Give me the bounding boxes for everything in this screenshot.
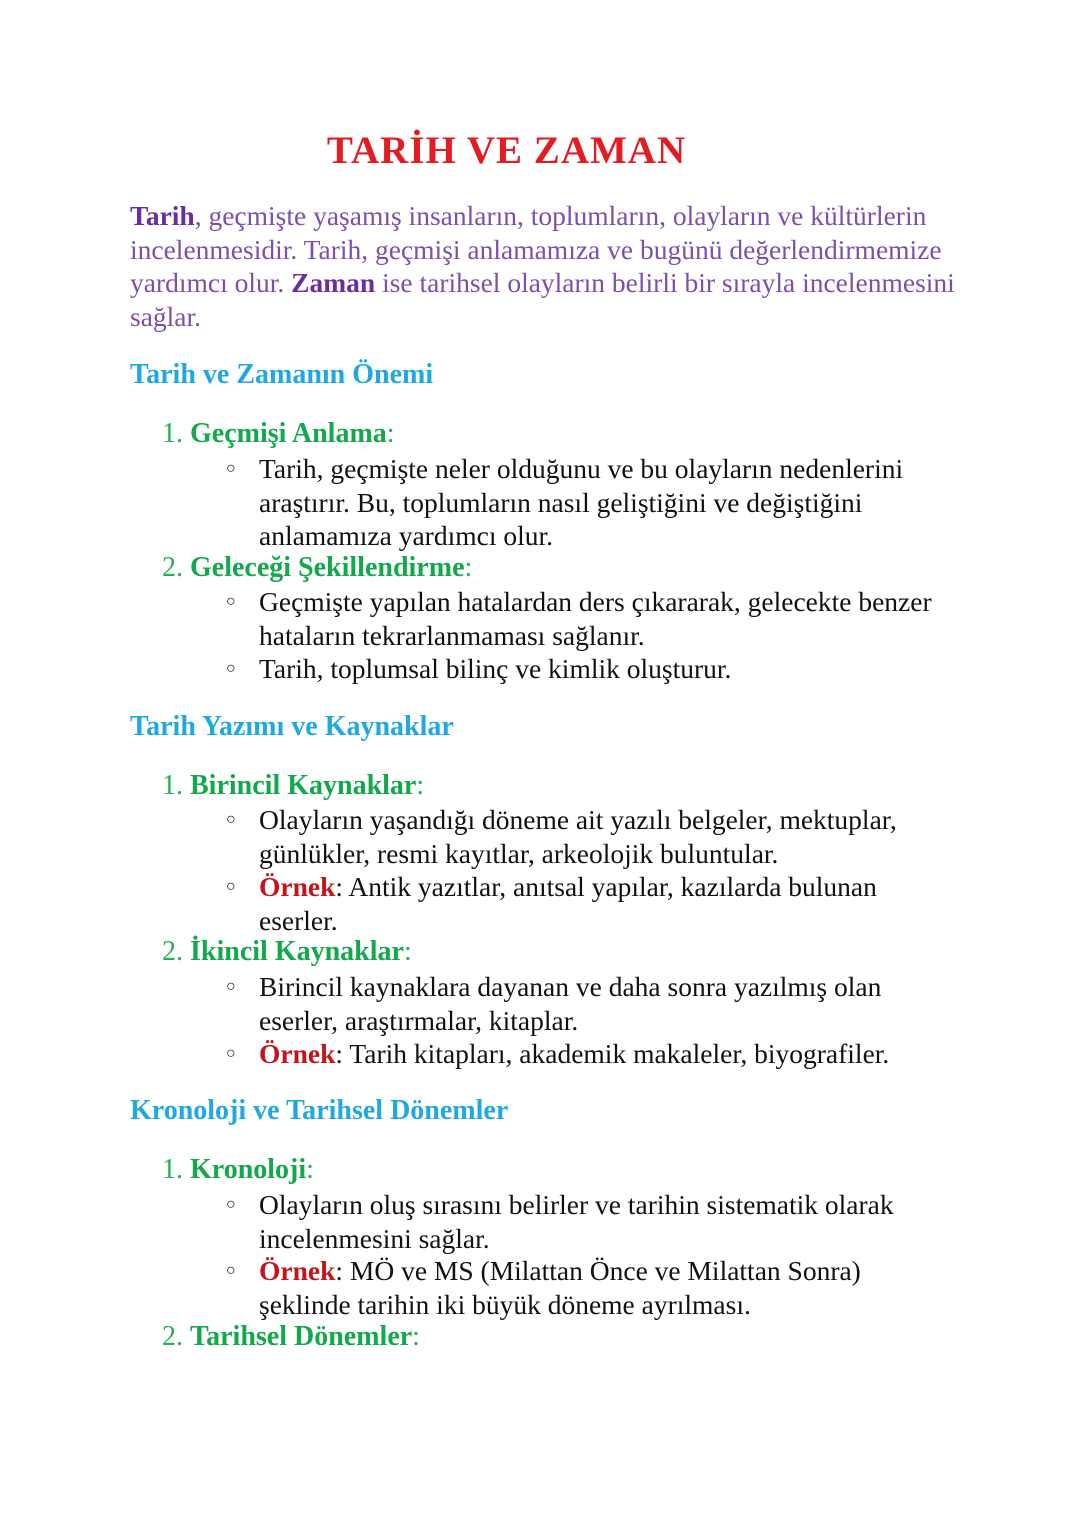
bullet-text: : Tarih kitapları, akademik makaleler, biyografiler. <box>335 1038 890 1069</box>
bullet-item <box>226 652 959 686</box>
bullet-circle-icon: ○ <box>226 660 236 677</box>
list-label: Geleceği Şekillendirme <box>190 552 465 583</box>
bullet-circle-icon: ○ <box>226 1196 236 1213</box>
list-number: 1. <box>162 1154 183 1185</box>
example-label: Örnek <box>259 871 336 902</box>
list-number: 2. <box>162 552 183 583</box>
list-label: Tarihsel Dönemler <box>190 1321 413 1352</box>
bullet-circle-icon: ○ <box>226 1045 236 1062</box>
example-label: Örnek <box>259 1255 336 1286</box>
list-item-kronoloji: 1. Kronoloji: <box>162 1154 314 1185</box>
bullet-item <box>226 1254 959 1321</box>
bullet-text: Tarih, geçmişte neler olduğunu ve bu olayların nedenlerini araştırır. Bu, toplumların nasıl geliştiğini ve değiştiğini anlamamıza yardımcı olur. <box>259 453 904 551</box>
bullet-item <box>226 1037 959 1071</box>
bullet-item <box>226 970 959 1037</box>
list-item-ikincil-kaynaklar: 2. İkincil Kaynaklar: <box>162 936 412 967</box>
list-label: Kronoloji <box>190 1154 307 1185</box>
bullet-item <box>226 452 959 553</box>
bullet-item <box>226 870 959 937</box>
bullet-circle-icon: ○ <box>226 460 236 477</box>
bullet-text: Olayların yaşandığı döneme ait yazılı belgeler, mektuplar, günlükler, resmi kayıtlar, arkeolojik buluntular. <box>259 804 897 869</box>
list-item-gelecegi-sekillendirme: 2. Geleceği Şekillendirme: <box>162 552 473 583</box>
bullet-item <box>226 585 959 652</box>
bullet-circle-icon: ○ <box>226 593 236 610</box>
list-item-gecmisi-anlama: 1. Geçmişi Anlama: <box>162 418 395 449</box>
list-number: 2. <box>162 1321 183 1352</box>
list-number: 1. <box>162 418 183 449</box>
list-label: Birincil Kaynaklar <box>190 770 417 801</box>
intro-term-zaman: Zaman <box>291 267 376 298</box>
list-number: 2. <box>162 936 183 967</box>
page-title: TARİH VE ZAMAN <box>326 129 687 172</box>
bullet-text: Tarih, toplumsal bilinç ve kimlik oluşturur. <box>259 653 732 684</box>
list-number: 1. <box>162 770 183 801</box>
bullet-circle-icon: ○ <box>226 878 236 895</box>
list-label: Geçmişi Anlama <box>190 418 387 449</box>
intro-paragraph <box>130 199 960 333</box>
bullet-text: : MÖ ve MS (Milattan Önce ve Milattan Sonra) şeklinde tarihin iki büyük döneme ayrılması. <box>259 1255 861 1320</box>
list-item-tarihsel-donemler: 2. Tarihsel Dönemler: <box>162 1321 420 1352</box>
bullet-circle-icon: ○ <box>226 978 236 995</box>
bullet-circle-icon: ○ <box>226 1262 236 1279</box>
list-item-birincil-kaynaklar: 1. Birincil Kaynaklar: <box>162 770 425 801</box>
intro-term-tarih: Tarih <box>130 200 195 231</box>
bullet-text: : Antik yazıtlar, anıtsal yapılar, kazılarda bulunan eserler. <box>259 871 877 936</box>
bullet-text: Olayların oluş sırasını belirler ve tarihin sistematik olarak incelenmesini sağlar. <box>259 1189 894 1254</box>
section-heading-tarih-ve-zamanin-onemi: Tarih ve Zamanın Önemi <box>130 359 434 390</box>
bullet-item <box>226 1188 959 1255</box>
bullet-item <box>226 803 959 870</box>
section-heading-tarih-yazimi-ve-kaynaklar: Tarih Yazımı ve Kaynaklar <box>130 711 454 742</box>
bullet-text: Geçmişte yapılan hatalardan ders çıkararak, gelecekte benzer hataların tekrarlanmaması sağlanır. <box>259 586 932 651</box>
intro-text-1: , geçmişte yaşamış insanların, toplumların, olayların ve kültürlerin incelenmesidir. Tarih, geçmişi anlamamıza ve bugünü değerlendirmemize yardımcı olur. <box>130 200 942 298</box>
example-label: Örnek <box>259 1038 336 1069</box>
section-heading-kronoloji-ve-tarihsel-donemler: Kronoloji ve Tarihsel Dönemler <box>130 1095 509 1126</box>
bullet-text: Birincil kaynaklara dayanan ve daha sonra yazılmış olan eserler, araştırmalar, kitaplar. <box>259 971 882 1036</box>
intro-text-2: ise tarihsel olayların belirli bir sırayla incelenmesini sağlar. <box>130 267 955 332</box>
list-label: İkincil Kaynaklar <box>190 936 404 967</box>
bullet-circle-icon: ○ <box>226 811 236 828</box>
